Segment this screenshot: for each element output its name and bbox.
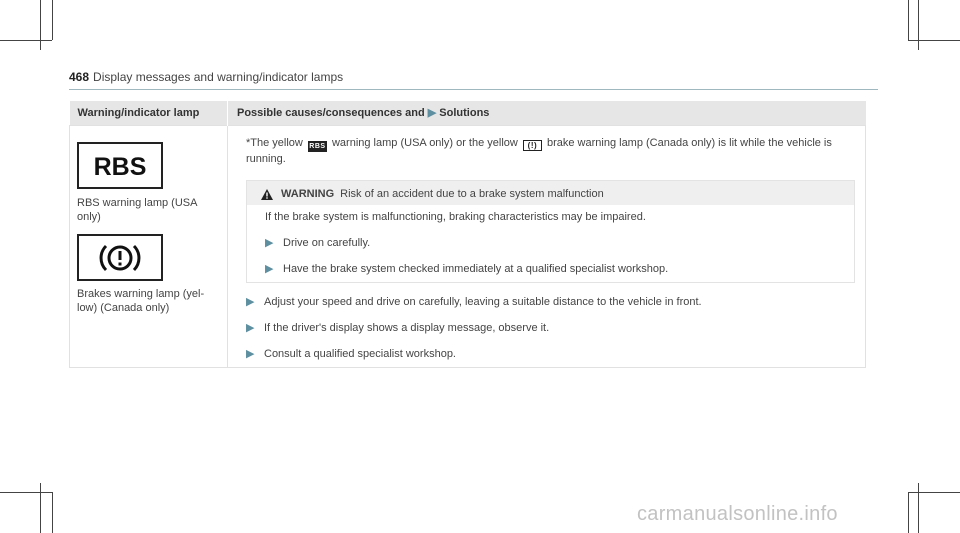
col-header-causes: Possible causes/consequences and ▶ Solutions [228,101,866,126]
list-item: ▶ If the driver's display shows a display message, observe it. [246,322,550,334]
rbs-lamp-label: RBS warning lamp (USA only) [77,197,197,223]
warning-title: WARNING [281,188,335,200]
list-item: ▶ Adjust your speed and drive on carefully, leaving a suitable distance to the vehicle in front. [246,296,702,308]
inline-rbs-icon: RBS [309,143,326,150]
inline-brake-icon: (!) [523,140,542,151]
lamp-cell [70,126,228,368]
crop-mark [52,492,53,533]
page-header [69,70,343,84]
causes-cell [228,126,866,368]
running-title: Display messages and warning/indicator lamps [93,70,344,84]
list-item: ▶ Have the brake system checked immediately at a qualified specialist workshop. [265,263,669,275]
table-row [70,126,866,368]
intro-paragraph: *The yellow RBS warning lamp (USA only) or the yellow (!) brake warning lamp (Canada only) is lit while the vehicle is running. [246,137,832,165]
list-item: ▶ Consult a qualified specialist workshop. [246,348,456,360]
warning-header [247,181,854,205]
warning-subtitle: Risk of an accident due to a brake system malfunction [340,188,604,200]
brake-lamp-label: Brakes warning lamp (yel-low) (Canada only) [77,288,205,314]
warning-triangle-icon [261,189,273,200]
lamp-table [69,101,866,368]
crop-mark [908,0,909,40]
page-number: 468 [69,70,90,84]
crop-mark [918,483,919,533]
brake-lamp-icon [77,234,163,281]
crop-mark [40,0,41,50]
warning-body [247,205,854,276]
crop-mark [52,0,53,40]
rbs-lamp-text: RBS [93,152,147,179]
warning-box [246,180,855,283]
crop-mark [908,40,960,41]
warning-text: If the brake system is malfunctioning, braking characteristics may be impaired. [265,211,646,223]
crop-mark [40,483,41,533]
solutions-list [246,295,855,361]
arrow-right-icon: ▶ [265,263,274,275]
crop-mark [0,40,52,41]
arrow-right-icon: ▶ [265,237,274,249]
list-item: ▶ Drive on carefully. [265,237,371,249]
crop-mark [0,492,52,493]
arrow-right-icon: ▶ [246,296,255,308]
table-header-row [70,101,866,126]
crop-mark [918,0,919,50]
crop-mark [908,492,960,493]
watermark: carmanualsonline.info [637,503,838,525]
col-header-lamp: Warning/indicator lamp [70,101,228,126]
rbs-lamp-icon [77,142,163,189]
arrow-right-icon: ▶ [246,322,255,334]
header-rule [69,89,878,90]
arrow-right-icon: ▶ [246,348,255,360]
arrow-right-icon: ▶ [427,107,437,119]
crop-mark [908,492,909,533]
